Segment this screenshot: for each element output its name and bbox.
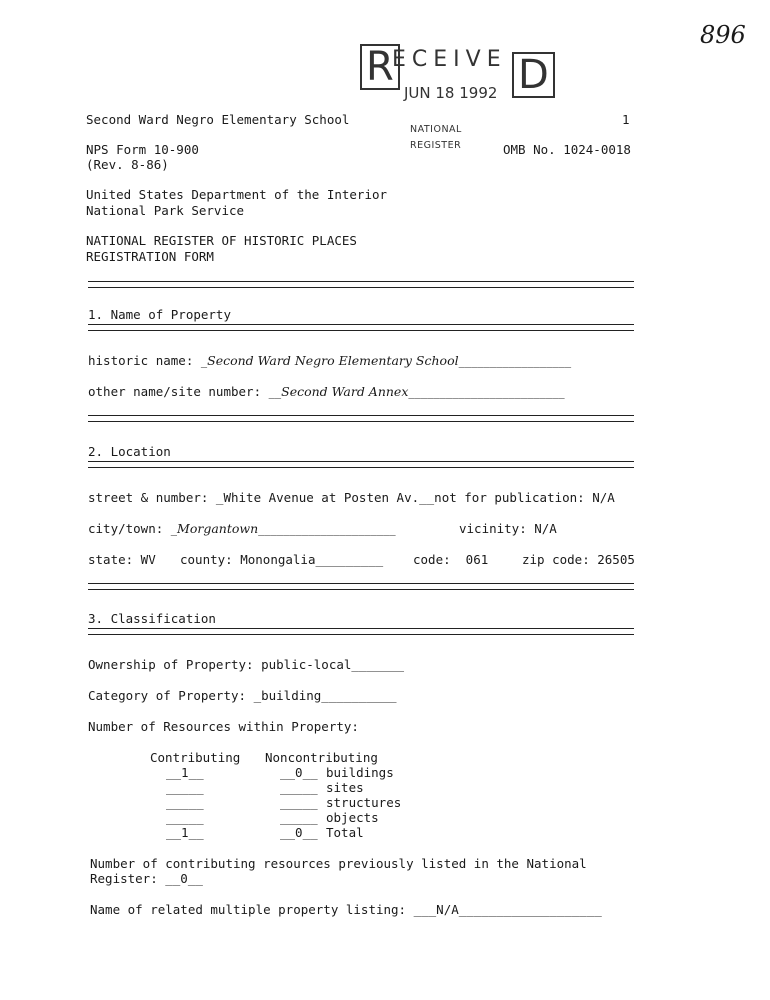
stamp-date: JUN 18 1992 (404, 84, 498, 102)
zip-field: zip code: 26505 (522, 552, 635, 567)
resources-label: Number of Resources within Property: (88, 719, 359, 734)
section-heading-classification: 3. Classification (88, 611, 216, 626)
divider-rule (88, 415, 634, 422)
service-name: National Park Service (86, 203, 245, 218)
category-field (88, 688, 397, 703)
city-field (88, 521, 396, 536)
divider-rule (88, 281, 634, 288)
table-cell-contributing: __1__ (166, 825, 204, 840)
multiple-listing-field (90, 902, 602, 917)
table-row-label: Total (326, 825, 364, 840)
ownership-field (88, 657, 404, 672)
form-title: REGISTRATION FORM (86, 249, 214, 264)
stamp-national: NATIONAL (410, 124, 462, 135)
historic-name-value: _Second Ward Negro Elementary School__________________ (200, 353, 572, 368)
property-title: Second Ward Negro Elementary School (86, 112, 350, 127)
form-number: NPS Form 10-900 (86, 142, 199, 157)
county-value: Monongalia_________ (240, 552, 384, 567)
vicinity-field: vicinity: N/A (459, 521, 557, 536)
historic-name-label: historic name: (88, 353, 201, 368)
page-number: 1 (622, 112, 630, 127)
section-heading-name: 1. Name of Property (88, 307, 231, 322)
code-field: code: 061 (413, 552, 489, 567)
table-cell-contributing: _____ (166, 795, 204, 810)
other-name-label: other name/site number: (88, 384, 269, 399)
table-cell-contributing: _____ (166, 810, 204, 825)
stamp-letter-r: R (360, 44, 400, 90)
department-name: United States Department of the Interior (86, 187, 388, 202)
ownership-value: public-local_______ (261, 657, 405, 672)
divider-rule (88, 583, 634, 590)
historic-name-field (88, 353, 571, 368)
table-cell-noncontributing: __0__ (280, 825, 318, 840)
city-value: _Morgantown______________________ (170, 521, 396, 536)
section-heading-location: 2. Location (88, 444, 171, 459)
register-title: NATIONAL REGISTER OF HISTORIC PLACES (86, 233, 357, 248)
column-noncontributing: Noncontributing (265, 750, 378, 765)
previously-listed-line1: Number of contributing resources previously listed in the National (90, 856, 587, 871)
other-name-field (88, 384, 565, 399)
table-row-label: structures (326, 795, 402, 810)
ownership-label: Ownership of Property: (88, 657, 262, 672)
divider-rule (88, 324, 634, 331)
table-row-label: objects (326, 810, 379, 825)
divider-rule (88, 628, 634, 635)
column-contributing: Contributing (150, 750, 241, 765)
category-label: Category of Property: (88, 688, 254, 703)
handwritten-number: 896 (700, 21, 746, 49)
state-field: state: WV (88, 552, 156, 567)
table-cell-noncontributing: _____ (280, 795, 318, 810)
table-cell-noncontributing: _____ (280, 780, 318, 795)
stamp-received-middle: ECEIVE (392, 47, 507, 72)
table-row-label: buildings (326, 765, 394, 780)
previously-listed-line2: Register: __0__ (90, 871, 203, 886)
county-label: county: (180, 552, 241, 567)
multiple-listing-value: ___N/A___________________ (413, 902, 602, 917)
table-cell-contributing: _____ (166, 780, 204, 795)
city-label: city/town: (88, 521, 171, 536)
stamp-register: REGISTER (410, 140, 462, 151)
table-row-label: sites (326, 780, 364, 795)
street-number-field: street & number: _White Avenue at Posten Av.__not for publication: N/A (88, 490, 615, 505)
table-cell-noncontributing: _____ (280, 810, 318, 825)
county-field (180, 552, 383, 567)
table-cell-contributing: __1__ (166, 765, 204, 780)
table-cell-noncontributing: __0__ (280, 765, 318, 780)
other-name-value: __Second Ward Annex_________________________ (268, 384, 565, 399)
category-value: _building__________ (253, 688, 397, 703)
form-revision: (Rev. 8-86) (86, 157, 169, 172)
divider-rule (88, 461, 634, 468)
multiple-listing-label: Name of related multiple property listing: (90, 902, 414, 917)
stamp-letter-d: D (512, 52, 555, 98)
omb-number: OMB No. 1024-0018 (503, 142, 631, 157)
